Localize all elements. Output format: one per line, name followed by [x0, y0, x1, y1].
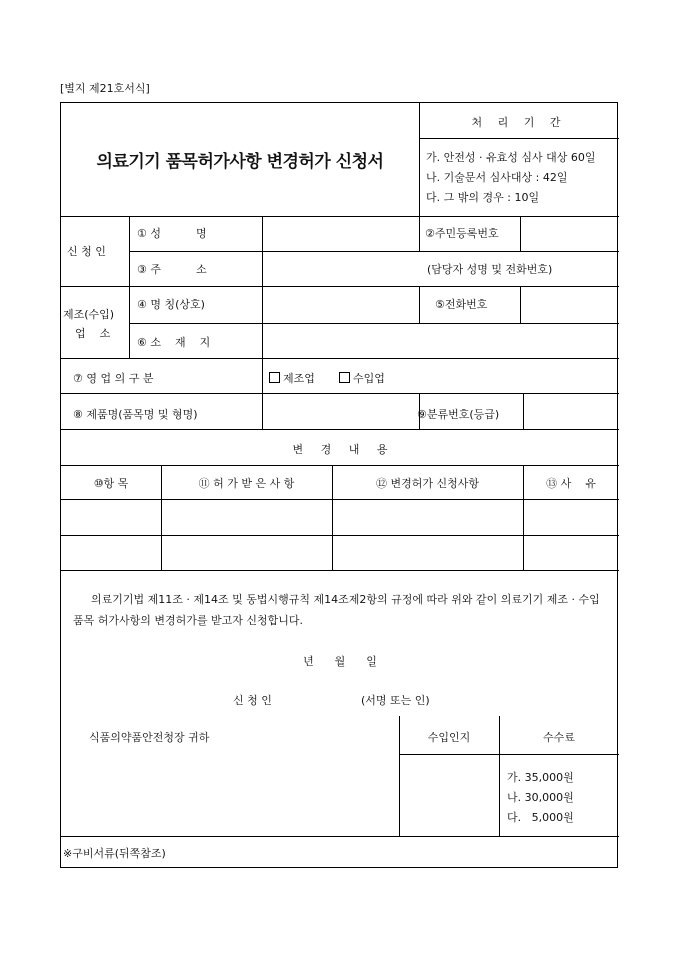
phone-label: ⑤전화번호: [435, 298, 488, 311]
processing-period-line: 나. 기술문서 심사대상 : 42일: [426, 171, 568, 184]
processing-period-header: 처 리 기 간: [471, 116, 567, 129]
location-field[interactable]: [263, 324, 619, 357]
column-header-reason: ⑬ 사 유: [546, 477, 596, 490]
business-type-label: ⑦ 영 업 의 구 분: [73, 372, 154, 385]
revenue-stamp-area: [400, 755, 498, 835]
declaration-text: 의료기기법 제11조 · 제14조 및 동법시행규칙 제14조제2항의 규정에 따라 위와 같이 의료기기 제조 · 수입품목 허가사항의 변경허가를 받고자 신청합니다.: [73, 593, 600, 627]
checkbox-icon: [269, 372, 280, 383]
form-number-label: [별지 제21호서식]: [60, 82, 150, 95]
approved-item-cell[interactable]: [162, 536, 331, 569]
approved-item-cell[interactable]: [162, 500, 331, 534]
business-section-label: 제조(수입): [63, 308, 115, 321]
phone-field[interactable]: [521, 287, 618, 322]
manufacturer-checkbox[interactable]: 제조업: [269, 370, 315, 386]
resident-number-field[interactable]: [521, 217, 618, 250]
change-item-cell[interactable]: [62, 536, 160, 569]
fee-amount: 다. 5,000원: [507, 811, 574, 824]
product-name-field[interactable]: [263, 394, 418, 428]
column-header-approved: ⑪ 허 가 받 은 사 항: [198, 477, 295, 490]
required-documents-note: ※구비서류(뒤쪽참조): [63, 847, 166, 860]
reason-cell[interactable]: [524, 500, 618, 534]
processing-period-line: 가. 안전성 · 유효성 심사 대상 60일: [426, 151, 596, 164]
checkbox-icon: [339, 372, 350, 383]
applicant-section-label: 신 청 인: [67, 245, 106, 258]
location-label: ⑥ 소 재 지: [137, 336, 211, 349]
classification-field[interactable]: [524, 394, 618, 428]
business-section-label-line2: 업 소: [75, 327, 111, 340]
recipient-label: 식품의약품안전청장 귀하: [89, 731, 210, 744]
form-title: 의료기기 품목허가사항 변경허가 신청서: [96, 152, 384, 172]
fee-label: 수수료: [543, 731, 575, 744]
name-field[interactable]: [263, 217, 418, 250]
contact-person-label: (담당자 성명 및 전화번호): [427, 263, 553, 276]
business-name-field[interactable]: [263, 287, 418, 322]
signature-note: (서명 또는 인): [361, 694, 430, 707]
column-header-item: ⑩항 목: [93, 477, 129, 490]
business-name-label: ④ 명 칭(상호): [137, 298, 205, 311]
resident-number-label: ②주민등록번호: [425, 227, 499, 240]
reason-cell[interactable]: [524, 536, 618, 569]
processing-period-line: 다. 그 밖의 경우 : 10일: [426, 191, 540, 204]
address-label: ③ 주 소: [137, 263, 207, 276]
changes-section-title: 변 경 내 용: [292, 443, 388, 456]
signer-label: 신 청 인: [233, 694, 272, 707]
importer-checkbox[interactable]: 수입업: [339, 370, 385, 386]
classification-label: ⑨분류번호(등급): [417, 408, 500, 421]
requested-item-cell[interactable]: [333, 536, 522, 569]
product-name-label: ⑧ 제품명(품목명 및 형명): [73, 408, 198, 421]
date-line: 년 월 일: [303, 655, 377, 668]
column-header-requested: ⑫ 변경허가 신청사항: [375, 477, 479, 490]
fee-amount: 나. 30,000원: [507, 791, 574, 804]
fee-amount: 가. 35,000원: [507, 771, 574, 784]
requested-item-cell[interactable]: [333, 500, 522, 534]
name-label: ① 성 명: [137, 227, 207, 240]
change-item-cell[interactable]: [62, 500, 160, 534]
application-form: [60, 102, 618, 868]
revenue-stamp-label: 수입인지: [427, 731, 471, 744]
